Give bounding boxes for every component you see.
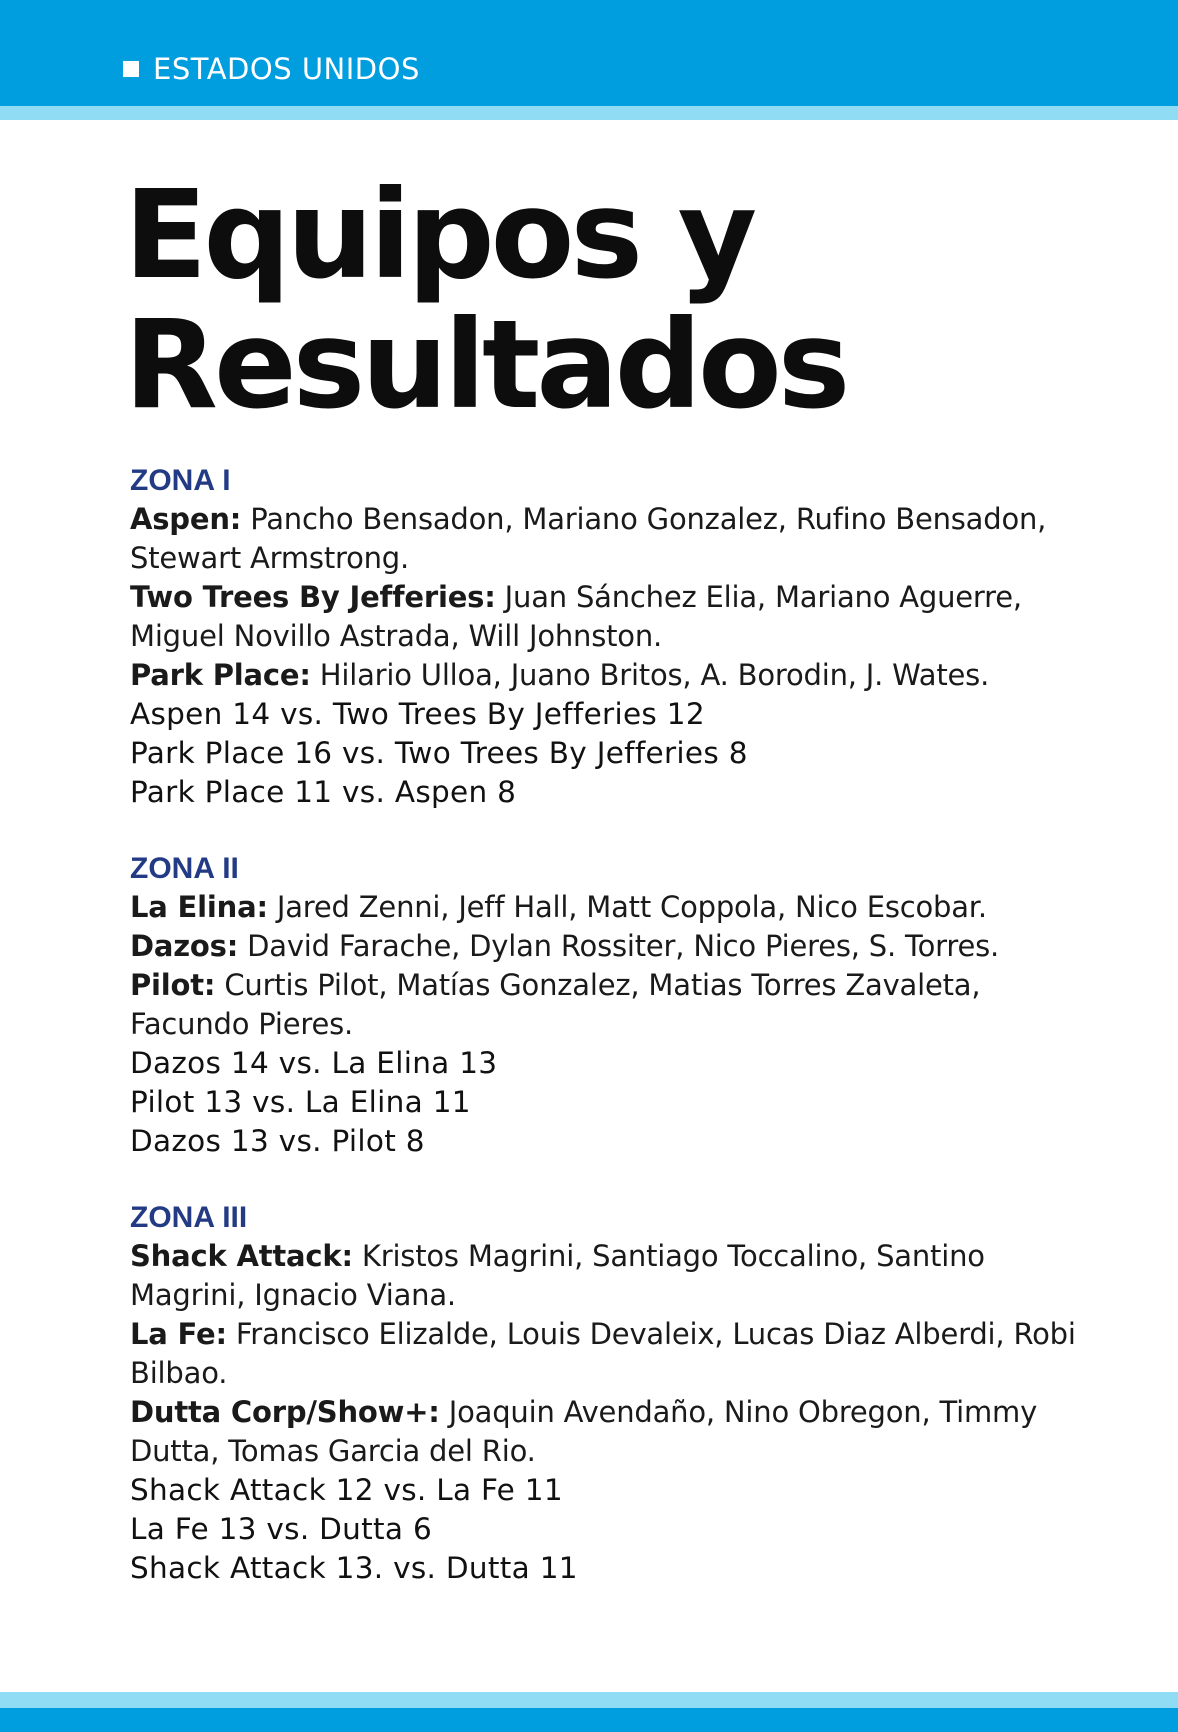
team-name: Dutta Corp/Show+: xyxy=(130,1395,440,1429)
team-entry xyxy=(130,1237,1090,1315)
match-result: Dazos 14 vs. La Elina 13 xyxy=(130,1046,498,1080)
footer-stripe xyxy=(0,1692,1178,1708)
team-name: Pilot: xyxy=(130,968,216,1002)
match-result: Shack Attack 13. vs. Dutta 11 xyxy=(130,1551,578,1585)
team-entry xyxy=(130,578,1090,656)
team-players: Francisco Elizalde, Louis Devaleix, Lucas Diaz Alberdi, Robi Bilbao. xyxy=(130,1317,1076,1390)
team-players: Juan Sánchez Elia, Mariano Aguerre, Miguel Novillo Astrada, Will Johnston. xyxy=(130,580,1022,653)
team-players: Kristos Magrini, Santiago Toccalino, Santino Magrini, Ignacio Viana. xyxy=(130,1239,985,1312)
match-result: Dazos 13 vs. Pilot 8 xyxy=(130,1124,425,1158)
team-entry xyxy=(130,656,1090,695)
team-entry xyxy=(130,500,1090,578)
team-entry xyxy=(130,966,1090,1044)
team-name: Aspen: xyxy=(130,502,242,536)
zone-title: ZONA II xyxy=(130,852,239,885)
match-result: La Fe 13 vs. Dutta 6 xyxy=(130,1512,433,1546)
zone-title: ZONA I xyxy=(130,464,231,497)
match-result: Park Place 16 vs. Two Trees By Jefferies 8 xyxy=(130,736,748,770)
page-title-line-1: Equipos y xyxy=(124,164,754,306)
square-icon xyxy=(123,61,139,77)
team-name: Dazos: xyxy=(130,929,239,963)
match-result: Pilot 13 vs. La Elina 11 xyxy=(130,1085,471,1119)
zone-3 xyxy=(130,1199,1090,1588)
team-name: Shack Attack: xyxy=(130,1239,353,1273)
footer-bar xyxy=(0,1708,1178,1732)
team-entry xyxy=(130,1315,1090,1393)
match-result: Aspen 14 vs. Two Trees By Jefferies 12 xyxy=(130,697,705,731)
page-title xyxy=(124,164,847,436)
team-name: La Fe: xyxy=(130,1317,227,1351)
header-stripe xyxy=(0,106,1178,120)
page-title-line-2: Resultados xyxy=(124,294,847,436)
zone-1 xyxy=(130,462,1090,812)
section-label xyxy=(123,50,420,88)
team-players: Pancho Bensadon, Mariano Gonzalez, Rufino Bensadon, Stewart Armstrong. xyxy=(130,502,1047,575)
team-players: Joaquin Avendaño, Nino Obregon, Timmy Dutta, Tomas Garcia del Rio. xyxy=(130,1395,1038,1468)
team-players: David Farache, Dylan Rossiter, Nico Pieres, S. Torres. xyxy=(238,929,1000,963)
team-entry xyxy=(130,1393,1090,1471)
zone-title: ZONA III xyxy=(130,1201,248,1234)
section-label-text: ESTADOS UNIDOS xyxy=(153,52,420,86)
team-entry xyxy=(130,888,1090,927)
team-players: Curtis Pilot, Matías Gonzalez, Matias Torres Zavaleta, Facundo Pieres. xyxy=(130,968,981,1041)
zones-content xyxy=(130,462,1090,1626)
team-players: Jared Zenni, Jeff Hall, Matt Coppola, Nico Escobar. xyxy=(267,890,987,924)
team-name: La Elina: xyxy=(130,890,268,924)
zone-2 xyxy=(130,850,1090,1161)
team-name: Two Trees By Jefferies: xyxy=(130,580,496,614)
match-result: Shack Attack 12 vs. La Fe 11 xyxy=(130,1473,563,1507)
team-entry xyxy=(130,927,1090,966)
team-players: Hilario Ulloa, Juano Britos, A. Borodin, J. Wates. xyxy=(310,658,990,692)
match-result: Park Place 11 vs. Aspen 8 xyxy=(130,775,517,809)
team-name: Park Place: xyxy=(130,658,311,692)
